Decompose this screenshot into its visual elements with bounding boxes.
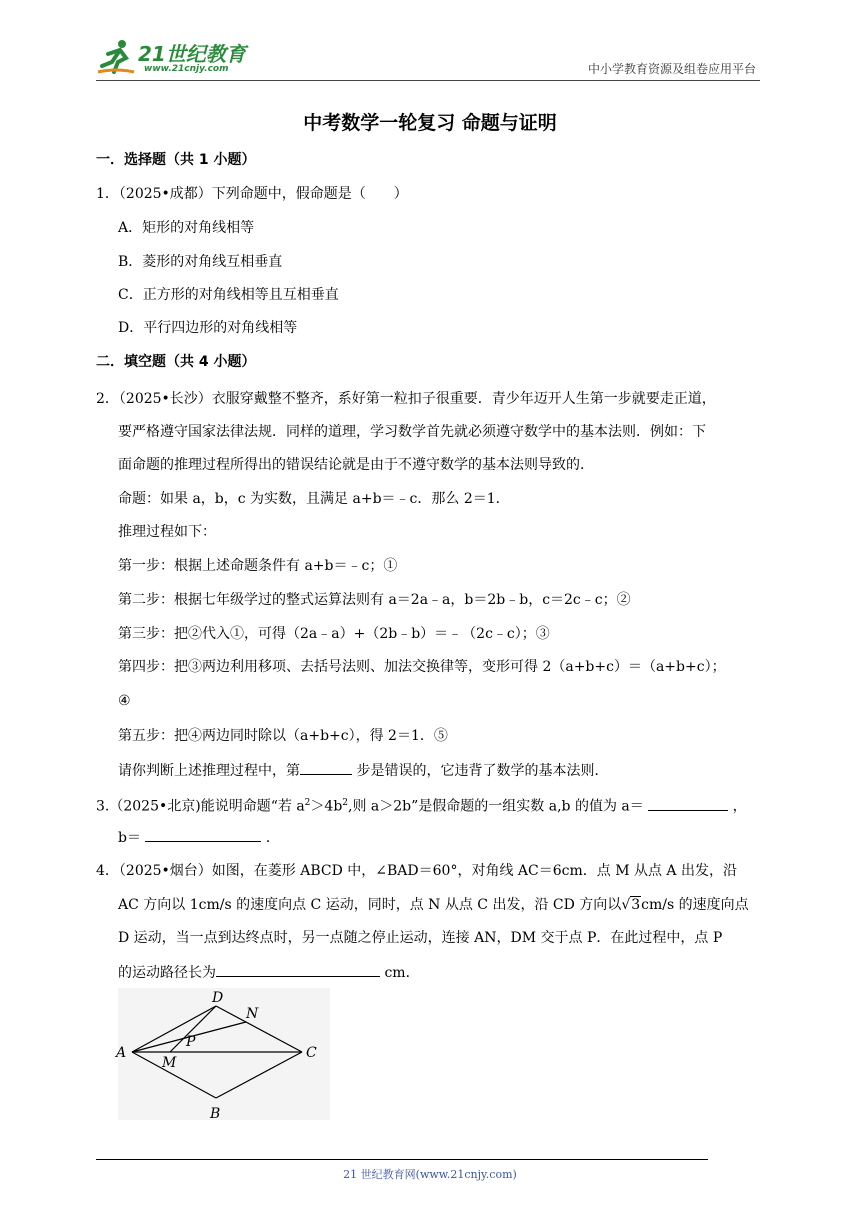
q4-line2b: cm/s 的速度向点 <box>641 897 749 913</box>
q3-b-label: b＝ <box>118 830 141 846</box>
platform-name: 中小学教育资源及组卷应用平台 <box>587 62 756 76</box>
q1-stem: 1．（2025•成都）下列命题中，假命题是（ ） <box>96 186 408 202</box>
q2-line3: 面命题的推理过程所得出的错误结论就是由于不遵守数学的基本法则导致的． <box>118 457 594 473</box>
q1-option-a: A．矩形的对角线相等 <box>118 220 255 236</box>
q1-option-c: C．正方形的对角线相等且互相垂直 <box>118 287 339 303</box>
q2-line1: 2．（2025•长沙）衣服穿戴整不整齐，系好第一粒扣子很重要．青少年迈开人生第一步就要走正道， <box>96 391 716 407</box>
runner-logo-icon <box>96 36 136 76</box>
q2-step4: 第四步：把③两边利用移项、去括号法则、加法交换律等，变形可得 2（a+b+c）＝（a+b+c）； <box>118 659 726 675</box>
q2-step1: 第一步：根据上述命题条件有 a+b＝﹣c；① <box>118 558 398 574</box>
label-d: D <box>212 990 224 1006</box>
q2-ask-post: 步是错误的，它违背了数学的基本法则． <box>356 763 609 779</box>
label-p: P <box>186 1034 196 1050</box>
q4-answer-blank[interactable] <box>216 962 380 977</box>
q3-pre: 3.（2025•北京)能说明命题“若 a <box>96 798 305 815</box>
q1-option-d: D．平行四边形的对角线相等 <box>118 320 298 336</box>
q4-line2 <box>118 895 749 915</box>
q1-option-b: B．菱形的对角线互相垂直 <box>118 254 283 270</box>
q2-step4b: ④ <box>118 693 131 709</box>
q4-line4 <box>118 962 420 983</box>
q4-line4a: 的运动路径长为 <box>118 965 216 981</box>
sqrt-icon: √ <box>621 897 631 913</box>
q4-line2a: AC 方向以 1cm/s 的速度向点 C 运动，同时，点 N 从点 C 出发，沿 CD 方向以 <box>118 897 622 913</box>
page-header <box>96 36 760 81</box>
q3-a-blank[interactable] <box>648 796 728 811</box>
label-b: B <box>210 1106 221 1122</box>
section-heading-fill: 二．填空题（共 4 小题） <box>96 354 256 370</box>
q2-ask-pre: 请你判断上述推理过程中，第 <box>118 763 300 779</box>
logo-url: www.21cnjy.com <box>144 64 229 74</box>
q4-line4b: cm． <box>384 965 420 981</box>
q3-comma: ， <box>732 798 747 815</box>
q2-process: 推理过程如下： <box>118 524 216 540</box>
q3-line1 <box>96 793 747 817</box>
q3-sup1: 2 <box>304 798 311 808</box>
q3-mid2: ,则 a＞2b”是假命题的一组实数 a,b 的值为 a＝ <box>348 798 644 815</box>
q4-line1: 4．（2025•烟台）如图，在菱形 ABCD 中，∠BAD＝60°，对角线 AC＝6cm．点 M 从点 A 出发，沿 <box>96 863 737 879</box>
section-heading-choice: 一．选择题（共 1 小题） <box>96 152 256 168</box>
q2-step2: 第二步：根据七年级学过的整式运算法则有 a＝2a﹣a，b＝2b﹣b，c＝2c﹣c；② <box>118 592 631 608</box>
logo <box>96 36 266 78</box>
q3-b-blank[interactable] <box>145 827 261 842</box>
q3-end: ． <box>265 830 280 846</box>
label-n: N <box>246 1006 259 1022</box>
footer-divider <box>96 1159 708 1160</box>
q2-line2: 要严格遵守国家法律法规．同样的道理，学习数学首先就必须遵守数学中的基本法则．例如：下 <box>118 424 706 440</box>
q3-line2 <box>118 827 280 848</box>
q3-mid1: ＞4b <box>310 798 343 815</box>
label-m: M <box>162 1055 177 1071</box>
rhombus-figure <box>110 988 340 1128</box>
q3-sup2: 2 <box>342 798 349 808</box>
q2-answer-blank[interactable] <box>300 760 352 775</box>
q2-ask <box>118 760 608 781</box>
q2-step5: 第五步：把④两边同时除以（a+b+c），得 2＝1．⑤ <box>118 728 448 744</box>
page-title: 中考数学一轮复习 命题与证明 <box>303 112 557 134</box>
label-a: A <box>116 1045 127 1061</box>
q2-step3: 第三步：把②代入①，可得（2a﹣a）+（2b﹣b）＝﹣（2c﹣c）；③ <box>118 626 550 642</box>
q2-proposition: 命题：如果 a，b，c 为实数，且满足 a+b＝﹣c．那么 2＝1． <box>118 491 510 507</box>
footer-text: 21 世纪教育网(www.21cnjy.com) <box>343 1168 517 1181</box>
q4-sqrt-value: 3 <box>631 897 641 913</box>
q4-line3: D 运动，当一点到达终点时，另一点随之停止运动，连接 AN，DM 交于点 P．在此过程中，点 P <box>118 930 723 946</box>
logo-text: 21世纪教育 <box>138 42 246 66</box>
label-c: C <box>306 1045 317 1061</box>
